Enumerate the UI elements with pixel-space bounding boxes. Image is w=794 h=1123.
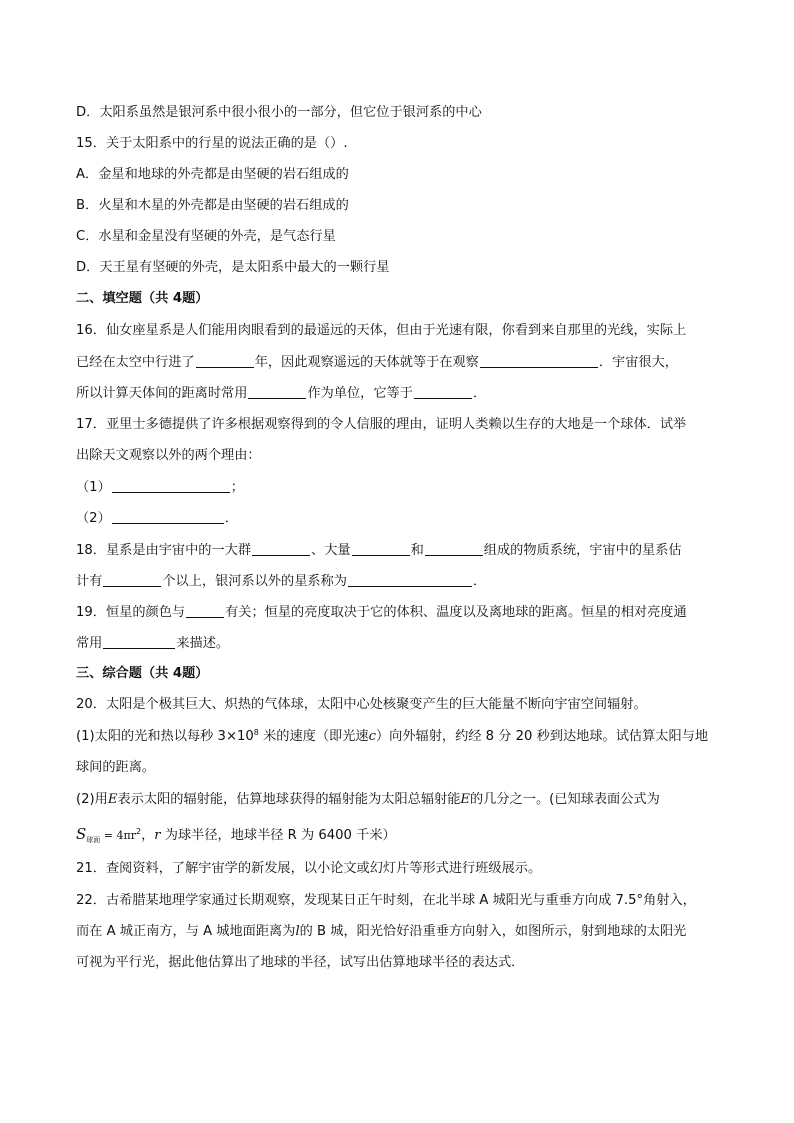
q17-item-2: （2） ．	[76, 511, 238, 526]
q16-line-1: 16．仙女座星系是人们能用肉眼看到的最遥远的天体，但由于光速有限，你看到来自那里的光线，实际上	[76, 323, 687, 338]
q15-option-d: D．天王星有坚硬的外壳，是太阳系中最大的一颗行星	[76, 260, 390, 275]
answer-blank[interactable]	[248, 384, 306, 399]
q15-stem: 15．关于太阳系中的行星的说法正确的是（）.	[76, 136, 348, 151]
q19-line-2: 常用 来描述。	[76, 636, 230, 651]
q16-line-2: 已经在太空中行进了 年，因此观察遥远的天体就等于在观察 ．宇宙很大，	[76, 355, 678, 370]
section-heading-fill-in: 二、填空题（共 4题）	[76, 291, 209, 306]
q17-line-1: 17．亚里士多德提供了许多根据观察得到的令人信服的理由，证明人类赖以生存的大地是一个球体．试举	[76, 417, 687, 432]
q21-stem: 21．查阅资料，了解宇宙学的新发展，以小论文或幻灯片等形式进行班级展示。	[76, 861, 542, 876]
answer-blank[interactable]	[252, 541, 310, 556]
answer-blank[interactable]	[348, 572, 472, 587]
q20-part-1-line-2: 球间的距离。	[76, 760, 156, 775]
q18-line-2: 计有 个以上，银河系以外的星系称为 ．	[76, 574, 487, 589]
answer-blank[interactable]	[103, 572, 161, 587]
q20-part-2-line-1: (2)用E表示太阳的辐射能，估算地球获得的辐射能为太阳总辐射能E的几分之一。(已知球表面公式为	[76, 792, 660, 807]
q16-line-3: 所以计算天体间的距离时常用 作为单位，它等于 ．	[76, 386, 487, 401]
q22-line-1: 22．古希腊某地理学家通过长期观察，发现某日正午时刻，在北半球 A 城阳光与重垂方向成 7.5°角射入，	[76, 893, 696, 908]
q18-line-1: 18．星系是由宇宙中的一大群 、大量 和 组成的物质系统，宇宙中的星系估	[76, 543, 682, 558]
answer-blank[interactable]	[186, 603, 224, 618]
answer-blank[interactable]	[414, 384, 472, 399]
q20-part-1-line-1: (1)太阳的光和热以每秒 $3\times 10^8$ 米的速度（即光速c）向外辐射，约经 8 分 20 秒到达地球。试估算太阳与地	[76, 728, 709, 744]
answer-blank[interactable]	[112, 478, 230, 493]
section-heading-comprehensive: 三、综合题（共 4题）	[76, 666, 209, 681]
q14-option-d: D．太阳系虽然是银河系中很小很小的一部分，但它位于银河系的中心	[76, 105, 482, 120]
q17-line-2: 出除天文观察以外的两个理由：	[76, 448, 261, 463]
q19-line-1: 19．恒星的颜色与 有关；恒星的亮度取决于它的体积、温度以及离地球的距离。恒星的相对亮度通	[76, 605, 687, 620]
q17-item-1: （1） ；	[76, 480, 244, 495]
q15-option-c: C．水星和金星没有坚硬的外壳，是气态行星	[76, 229, 336, 244]
q22-line-2: 而在 A 城正南方，与 A 城地面距离为l的 B 城，阳光恰好沿重垂方向射入，如图所示，射到地球的太阳光	[76, 924, 687, 939]
q20-stem: 20．太阳是个极其巨大、炽热的气体球，太阳中心处核聚变产生的巨大能量不断向宇宙空间辐射。	[76, 697, 647, 712]
q22-line-3: 可视为平行光，据此他估算出了地球的半径，试写出估算地球半径的表达式．	[76, 955, 525, 970]
answer-blank[interactable]	[425, 541, 483, 556]
answer-blank[interactable]	[196, 353, 254, 368]
answer-blank[interactable]	[103, 634, 175, 649]
answer-blank[interactable]	[112, 509, 224, 524]
answer-blank[interactable]	[352, 541, 410, 556]
q15-option-b: B．火星和木星的外壳都是由坚硬的岩石组成的	[76, 198, 349, 213]
answer-blank[interactable]	[480, 353, 598, 368]
q15-option-a: A．金星和地球的外壳都是由坚硬的岩石组成的	[76, 167, 349, 182]
q20-sphere-area-formula: $S_{球面} = 4\pi r^2$，r 为球半径，地球半径 R 为 6400 千米）	[76, 825, 396, 844]
